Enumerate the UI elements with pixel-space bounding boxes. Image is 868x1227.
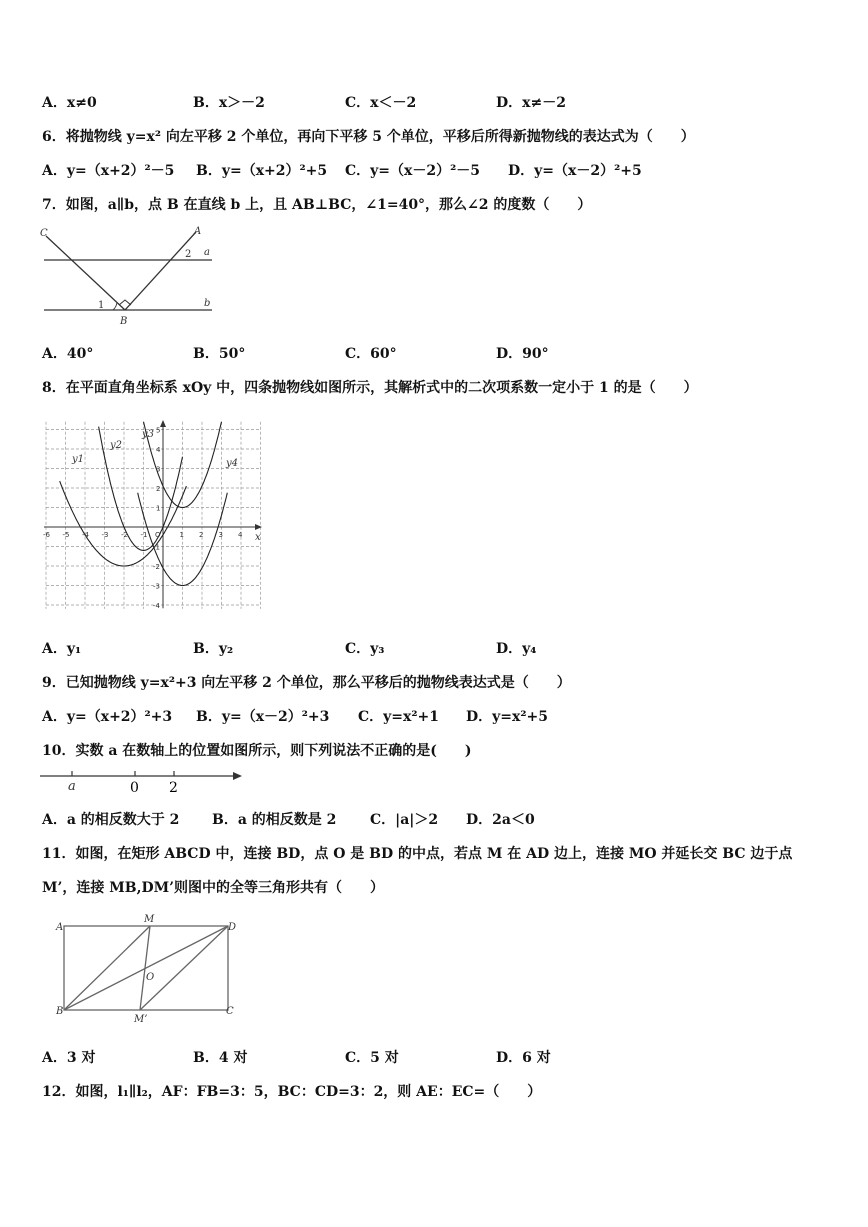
- q11-question-line2: M’，连接 MB,DM’则图中的全等三角形共有（ ）: [42, 880, 384, 896]
- label-angle-2: 2: [185, 249, 192, 260]
- q10-option-b: B．a 的相反数是 2: [212, 812, 337, 828]
- y-axis-arrow: [160, 420, 166, 427]
- q8-graph: [44, 420, 268, 612]
- q8-option-d: D．y₄: [496, 641, 537, 657]
- x-tick-label: -2: [121, 531, 128, 539]
- q9-option-b: B．y=（x－2）²+3: [196, 709, 330, 725]
- segment-bc: [46, 236, 125, 310]
- label-zero: 0: [130, 780, 139, 796]
- x-axis-label: x: [255, 532, 261, 543]
- label-m: M: [144, 914, 155, 925]
- label-line-b: b: [204, 298, 211, 309]
- q10-number-line: [40, 766, 246, 796]
- label-y4: y4: [226, 458, 239, 469]
- label-a: A: [56, 922, 64, 933]
- label-angle-1: 1: [98, 300, 105, 311]
- label-b: B: [56, 1006, 64, 1017]
- q11-option-a: A．3 对: [42, 1050, 96, 1066]
- right-angle-mark: [119, 300, 131, 305]
- x-tick-label: 1: [179, 531, 184, 539]
- q5-option-a: A．x≠0: [42, 95, 97, 111]
- q5-option-d: D．x≠－2: [496, 95, 566, 111]
- q9-question: 9．已知抛物线 y=x²+3 向左平移 2 个单位，那么平移后的抛物线表达式是（ ）: [42, 675, 571, 691]
- segment-bd: [64, 926, 228, 1010]
- label-c: C: [40, 228, 48, 239]
- y-tick-label: 1: [156, 504, 161, 513]
- q5-option-c: C．x＜－2: [345, 95, 417, 111]
- x-tick-label: -5: [62, 531, 70, 539]
- x-axis-arrow: [255, 524, 262, 530]
- q11-option-d: D．6 对: [496, 1050, 551, 1066]
- x-tick-label: -1: [140, 531, 148, 539]
- q6-question: 6．将抛物线 y=x² 向左平移 2 个单位，再向下平移 5 个单位，平移后所得新抛物线的表达式为（ ）: [42, 129, 695, 145]
- q11-question-line1: 11．如图，在矩形 ABCD 中，连接 BD，点 O 是 BD 的中点，若点 M 在 AD 边上，连接 MO 并延长交 BC 边于点: [42, 846, 793, 862]
- q8-option-a: A．y₁: [42, 641, 82, 657]
- q10-option-c: C．|a|＞2: [370, 812, 439, 828]
- q12-question: 12．如图，l₁∥l₂，AF：FB=3：5，BC：CD=3：2，则 AE：EC=（ ）: [42, 1084, 542, 1100]
- label-y2: y2: [110, 440, 123, 451]
- y-tick-label: 3: [156, 465, 161, 474]
- q11-option-b: B．4 对: [193, 1050, 248, 1066]
- q10-option-d: D．2a＜0: [466, 812, 535, 828]
- q7-option-b: B．50°: [193, 346, 246, 362]
- y-tick-label: -2: [153, 563, 160, 571]
- label-line-a: a: [204, 247, 210, 258]
- label-d: D: [228, 922, 237, 933]
- q6-option-d: D．y=（x－2）²+5: [508, 163, 642, 179]
- q11-option-c: C．5 对: [345, 1050, 399, 1066]
- x-tick-label: O: [155, 531, 161, 539]
- q11-figure: [52, 910, 242, 1025]
- segment-ba: [125, 232, 196, 310]
- q8-question: 8．在平面直角坐标系 xOy 中，四条抛物线如图所示，其解析式中的二次项系数一定小于 1 的是（ ）: [42, 380, 698, 396]
- x-tick-label: 4: [238, 531, 243, 539]
- y-tick-label: 2: [156, 485, 161, 493]
- y-tick-label: 5: [156, 426, 161, 435]
- q7-option-a: A．40°: [42, 346, 94, 362]
- q6-option-a: A．y=（x+2）²－5: [42, 163, 175, 179]
- label-y3: y3: [142, 429, 155, 440]
- label-a: a: [68, 779, 76, 794]
- y-tick-label: 4: [156, 446, 161, 454]
- label-y1: y1: [72, 454, 85, 465]
- q8-option-b: B．y₂: [193, 641, 234, 657]
- label-o: O: [146, 972, 155, 983]
- q10-option-a: A．a 的相反数大于 2: [42, 812, 180, 828]
- y-tick-label: -1: [153, 543, 160, 552]
- q9-option-d: D．y=x²+5: [466, 709, 548, 725]
- q9-option-a: A．y=（x+2）²+3: [42, 709, 173, 725]
- label-m-prime: M’: [134, 1014, 148, 1025]
- label-two: 2: [169, 780, 178, 796]
- segment-dm2: [140, 926, 228, 1010]
- q6-option-c: C．y=（x－2）²－5: [345, 163, 480, 179]
- segment-mb: [64, 926, 150, 1010]
- label-b: B: [120, 316, 128, 327]
- q6-option-b: B．y=（x+2）²+5: [196, 163, 328, 179]
- x-tick-label: -3: [101, 531, 109, 539]
- q7-figure: [38, 222, 218, 330]
- q9-option-c: C．y=x²+1: [358, 709, 439, 725]
- angle-1-arc: [113, 302, 117, 310]
- q8-option-c: C．y₃: [345, 641, 385, 657]
- x-tick-label: 2: [199, 531, 204, 539]
- label-c: C: [226, 1006, 234, 1017]
- x-tick-label: -4: [82, 531, 89, 539]
- q7-option-d: D．90°: [496, 346, 549, 362]
- grid: [46, 422, 261, 609]
- x-tick-label: -6: [43, 531, 50, 539]
- label-a-point: A: [194, 226, 202, 237]
- segment-mm2: [140, 926, 150, 1010]
- x-tick-label: 3: [218, 531, 223, 539]
- y-tick-label: -4: [153, 602, 160, 610]
- q5-option-b: B．x＞－2: [193, 95, 265, 111]
- q10-question: 10．实数 a 在数轴上的位置如图所示，则下列说法不正确的是( ): [42, 743, 472, 759]
- q7-question: 7．如图，a∥b，点 B 在直线 b 上，且 AB⊥BC，∠1=40°，那么∠2 的度数（ ）: [42, 197, 592, 213]
- q7-option-c: C．60°: [345, 346, 397, 362]
- y-tick-label: -3: [153, 582, 160, 591]
